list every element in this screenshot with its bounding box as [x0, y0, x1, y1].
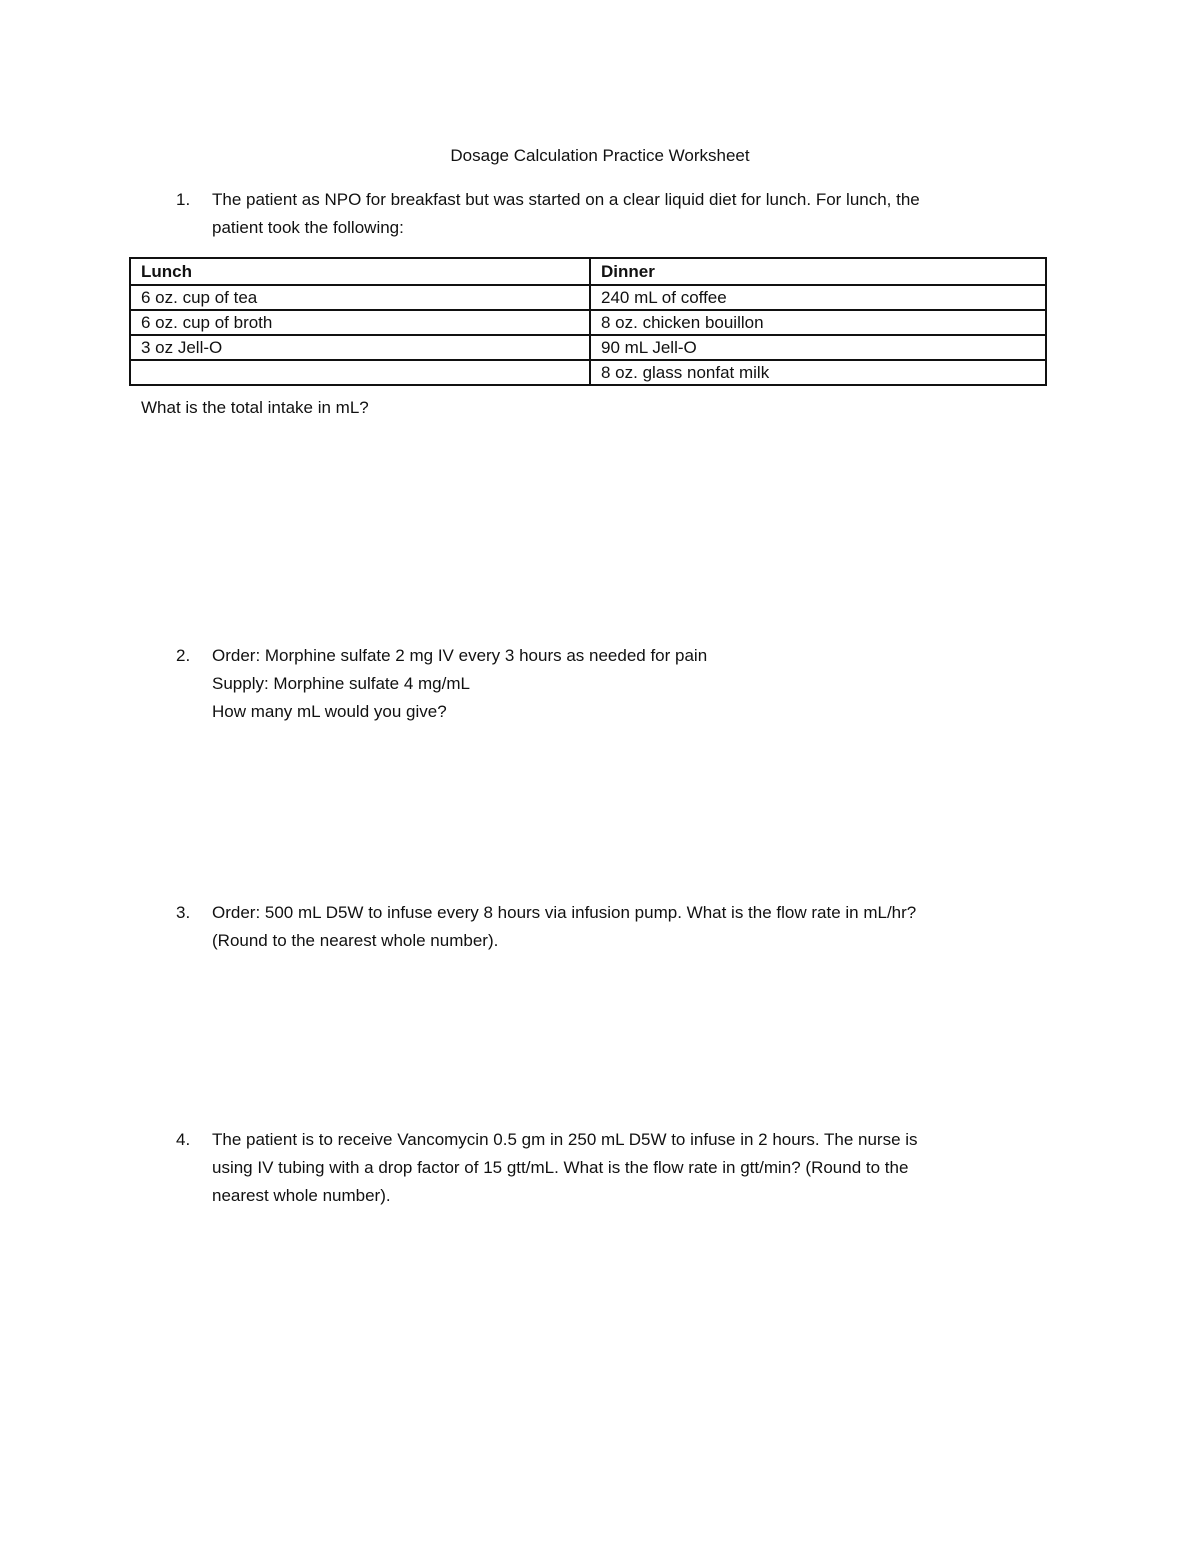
column-header-dinner: Dinner — [590, 258, 1046, 285]
page-title: Dosage Calculation Practice Worksheet — [450, 146, 750, 165]
question-4 — [176, 1126, 1056, 1210]
question-text — [212, 899, 1056, 955]
question-number: 3. — [176, 903, 191, 922]
table-cell: 8 oz. chicken bouillon — [590, 310, 1046, 335]
table-cell: 3 oz Jell-O — [130, 335, 590, 360]
table-header-row — [130, 258, 1046, 285]
table-cell: 90 mL Jell-O — [590, 335, 1046, 360]
table-cell: 8 oz. glass nonfat milk — [590, 360, 1046, 385]
question-line: using IV tubing with a drop factor of 15 gtt/mL. What is the flow rate in gtt/min? (Round to the — [212, 1158, 909, 1177]
table-row — [130, 360, 1046, 385]
intake-table — [129, 257, 1047, 386]
question-line: The patient as NPO for breakfast but was started on a clear liquid diet for lunch. For lunch, the — [212, 190, 920, 209]
question-text — [212, 186, 1056, 242]
table-cell: 6 oz. cup of tea — [130, 285, 590, 310]
question-line: patient took the following: — [212, 218, 404, 237]
question-text — [212, 1126, 1056, 1210]
question-line: Order: Morphine sulfate 2 mg IV every 3 hours as needed for pain — [212, 646, 708, 665]
question-line: The patient is to receive Vancomycin 0.5 gm in 250 mL D5W to infuse in 2 hours. The nurse is — [212, 1130, 918, 1149]
question-line: Supply: Morphine sulfate 4 mg/mL — [212, 674, 470, 693]
table-row — [130, 310, 1046, 335]
table-cell — [130, 360, 590, 385]
question-number: 4. — [176, 1130, 191, 1149]
question-line: How many mL would you give? — [212, 702, 447, 721]
question-number: 2. — [176, 646, 191, 665]
question-line: Order: 500 mL D5W to infuse every 8 hours via infusion pump. What is the flow rate in mL/hr? — [212, 903, 917, 922]
question-1 — [176, 186, 1056, 242]
question-line: (Round to the nearest whole number). — [212, 931, 499, 950]
question-3 — [176, 899, 1056, 955]
question-1-followup: What is the total intake in mL? — [141, 398, 369, 417]
table-row — [130, 285, 1046, 310]
question-line: nearest whole number). — [212, 1186, 391, 1205]
question-2 — [176, 642, 1056, 726]
table-cell: 6 oz. cup of broth — [130, 310, 590, 335]
question-text — [212, 642, 1056, 726]
question-number: 1. — [176, 190, 191, 209]
table-cell: 240 mL of coffee — [590, 285, 1046, 310]
column-header-lunch: Lunch — [130, 258, 590, 285]
table-row — [130, 335, 1046, 360]
